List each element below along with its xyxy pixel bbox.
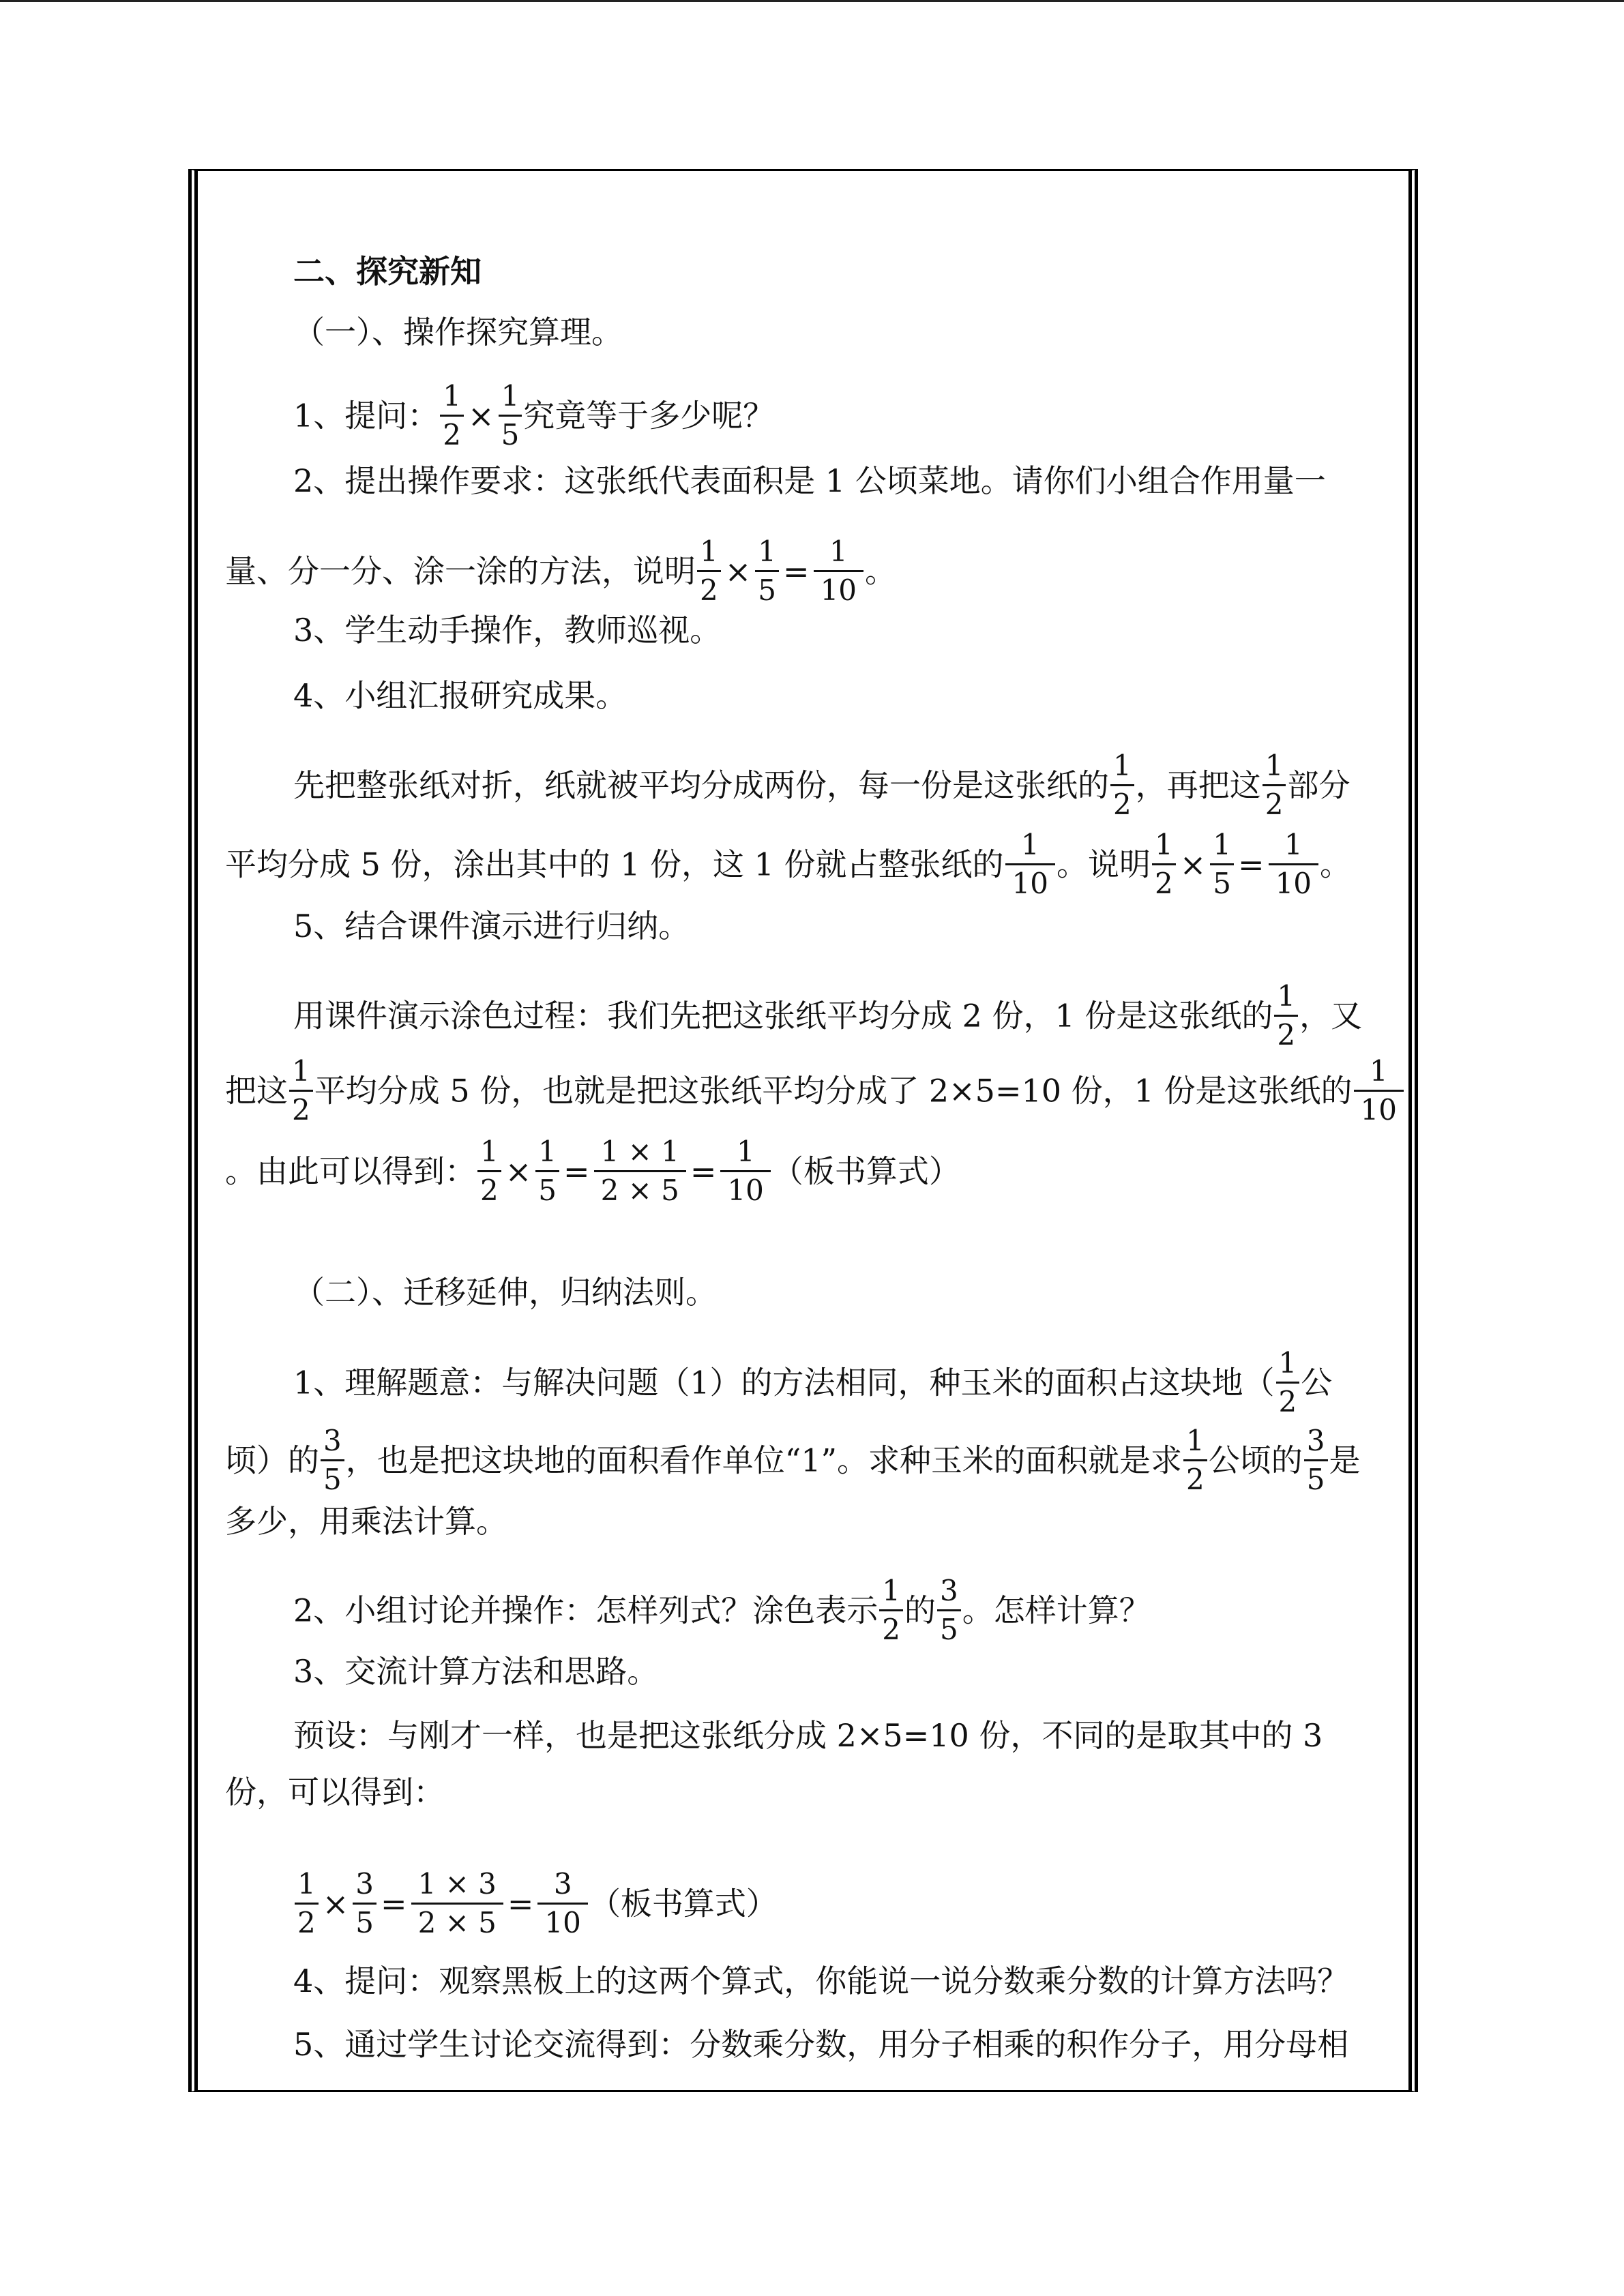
exchange-method-line: 3、交流计算方法和思路。 <box>293 1653 659 1690</box>
fraction: $\frac{1 \times 3}{2 \times 5}$ <box>411 1866 503 1941</box>
fraction: $\frac{1}{5}$ <box>755 533 779 609</box>
fraction: $\frac{1}{2}$ <box>1152 826 1176 902</box>
fraction: $\frac{3}{5}$ <box>1304 1422 1328 1498</box>
fraction: $\frac{1}{10}$ <box>1269 826 1318 902</box>
observe-question-line: 4、提问：观察黑板上的这两个算式，你能说一说分数乘分数的计算方法吗？ <box>293 1963 1349 1999</box>
fraction: $\frac{1}{10}$ <box>1005 826 1055 902</box>
fraction: $\frac{1 \times 1}{2 \times 5}$ <box>594 1133 686 1209</box>
preset-line: 预设：与刚才一样，也是把这张纸分成 2×5=10 份，不同的是取其中的 3 <box>293 1717 1323 1754</box>
fraction: $\frac{1}{5}$ <box>535 1133 559 1209</box>
formula-line-2: $\frac{1}{2}$ × $\frac{3}{5}$ = $\frac{1 \times 3}{2 \times 5}$ = $\frac{3}{10}$ （板书算式） <box>293 1868 1456 1909</box>
subsection-heading-2: （二）、迁移延伸，归纳法则。 <box>293 1274 717 1311</box>
student-operation-line: 3、学生动手操作，教师巡视。 <box>293 612 722 648</box>
courseware-demo-line: 用课件演示涂色过程：我们先把这张纸平均分成 2 份，1 份是这张纸的 $\frac{1}{2}$ ，又 <box>293 981 1456 1022</box>
fraction: $\frac{1}{2}$ <box>289 1053 313 1129</box>
fraction: $\frac{1}{10}$ <box>814 533 863 609</box>
fraction: $\frac{1}{2}$ <box>477 1133 501 1209</box>
subsection-heading-1: （一）、操作探究算理。 <box>293 314 623 351</box>
group-report-line: 4、小组汇报研究成果。 <box>293 677 628 714</box>
formula-line-1: 。由此可以得到： $\frac{1}{2}$ × $\frac{1}{5}$ = $\frac{1 \times 1}{2 \times 5}$ = $\frac{1}{10}$ （板书算式） <box>225 1136 1388 1177</box>
fraction: $\frac{1}{2}$ <box>697 533 721 609</box>
fraction: $\frac{1}{2}$ <box>879 1572 903 1648</box>
fraction: $\frac{1}{2}$ <box>1183 1422 1207 1498</box>
section-heading: 二、探究新知 <box>293 253 482 290</box>
fraction: $\frac{1}{2}$ <box>1110 747 1134 823</box>
fraction: $\frac{3}{5}$ <box>937 1572 961 1648</box>
group-discussion-line: 2、小组讨论并操作：怎样列式？涂色表示 $\frac{1}{2}$ 的 $\frac{3}{5}$ 。怎样计算？ <box>293 1575 1456 1616</box>
fraction: $\frac{1}{2}$ <box>440 378 464 453</box>
courseware-summary-line: 5、结合课件演示进行归纳。 <box>293 908 690 944</box>
fraction: $\frac{1}{10}$ <box>720 1133 770 1209</box>
understanding-line-2: 顷）的 $\frac{3}{5}$ ，也是把这块地的面积看作单位“1”。求种玉米的面积就是求 $\frac{1}{2}$ 公顷的 $\frac{3}{5}$ 是 <box>225 1425 1388 1466</box>
fraction: $\frac{1}{10}$ <box>1354 1053 1404 1129</box>
folding-explanation-line-2: 平均分成 5 份，涂出其中的 1 份，这 1 份就占整张纸的 $\frac{1}{10}$ 。说明 $\frac{1}{2}$ × $\frac{1}{5}$ = $\frac{1}{10}$ 。 <box>225 829 1388 870</box>
fraction: $\frac{3}{5}$ <box>353 1866 377 1941</box>
fraction: $\frac{3}{5}$ <box>321 1422 344 1498</box>
preset-line-2: 份，可以得到： <box>225 1774 445 1810</box>
conclusion-line: 5、通过学生讨论交流得到：分数乘分数，用分子相乘的积作分子，用分母相 <box>293 2026 1349 2063</box>
fraction: $\frac{1}{2}$ <box>1263 747 1286 823</box>
fraction: $\frac{3}{10}$ <box>537 1866 587 1941</box>
fraction: $\frac{1}{2}$ <box>295 1866 319 1941</box>
folding-explanation-line: 先把整张纸对折，纸就被平均分成两份，每一份是这张纸的 $\frac{1}{2}$ ，再把这 $\frac{1}{2}$ 部分 <box>293 750 1456 791</box>
fraction: $\frac{1}{5}$ <box>1210 826 1234 902</box>
courseware-demo-line-2: 把这 $\frac{1}{2}$ 平均分成 5 份，也就是把这张纸平均分成了 2×5=10 份，1 份是这张纸的 $\frac{1}{10}$ <box>225 1056 1388 1097</box>
page-top-rule <box>0 0 1624 2</box>
understanding-line-3: 多少，用乘法计算。 <box>225 1503 507 1540</box>
operation-requirement-line: 2、提出操作要求：这张纸代表面积是 1 公顷菜地。请你们小组合作用量一 <box>293 462 1326 499</box>
fraction: $\frac{1}{2}$ <box>1276 1345 1300 1420</box>
understanding-line: 1、理解题意：与解决问题（1）的方法相同，种玉米的面积占这块地（ $\frac{1}{2}$ 公 <box>293 1347 1456 1388</box>
fraction: $\frac{1}{5}$ <box>499 378 522 453</box>
operation-requirement-line-2: 量、分一分、涂一涂的方法，说明 $\frac{1}{2}$ × $\frac{1}{5}$ = $\frac{1}{10}$ 。 <box>225 536 1388 577</box>
question-line: 1、提问： $\frac{1}{2}$ × $\frac{1}{5}$ 究竟等于多少呢？ <box>293 381 1456 421</box>
fraction: $\frac{1}{2}$ <box>1274 978 1298 1054</box>
